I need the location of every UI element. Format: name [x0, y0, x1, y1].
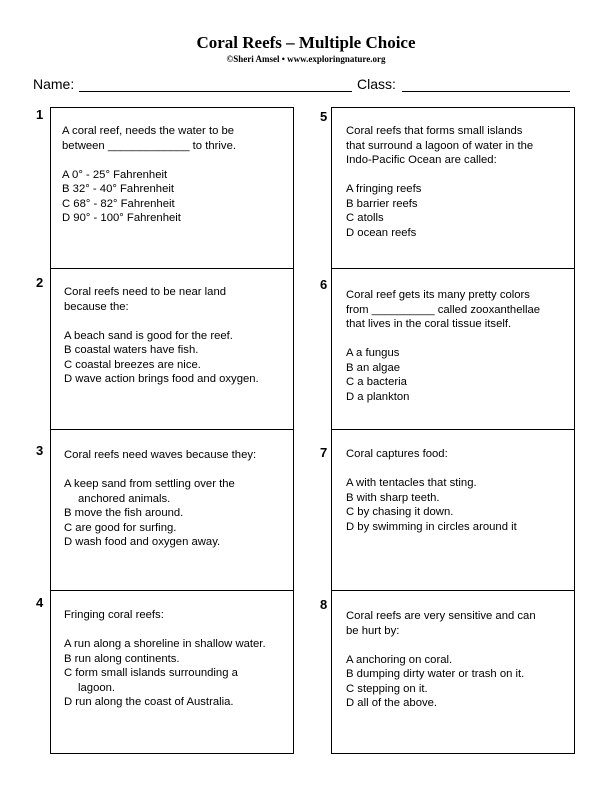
answer-option-b[interactable] [64, 506, 256, 521]
question-stem [62, 124, 236, 153]
answer-option-c[interactable] [346, 682, 536, 697]
question-stem-line: from __________ called zooxanthellae [346, 303, 541, 316]
answer-option-text: C atolls [346, 212, 384, 224]
question-stem-line: Coral reef gets its many pretty colors [346, 289, 530, 301]
answer-option-b[interactable] [346, 361, 540, 376]
answer-option-text: C 68° - 82° Fahrenheit [62, 197, 175, 210]
answer-option-a[interactable] [64, 329, 259, 344]
class-blank-line[interactable] [402, 91, 570, 92]
answer-option-b[interactable] [346, 197, 533, 212]
question-stem [346, 124, 533, 168]
question-text [346, 447, 517, 534]
answer-option-c[interactable] [64, 521, 256, 536]
question-number: 8 [320, 597, 328, 612]
question-text [64, 285, 259, 387]
answer-option-c[interactable] [346, 375, 540, 390]
question-stem [346, 288, 540, 332]
answer-option-a[interactable] [346, 476, 517, 491]
question-stem [64, 285, 259, 314]
answer-option-text: B coastal waters have fish. [64, 344, 199, 356]
name-blank-line[interactable] [79, 91, 352, 92]
question-stem-line: Coral reefs are very sensitive and can [346, 610, 536, 622]
question-stem-line: Coral reefs that forms small islands [346, 125, 523, 137]
question-stem-line: A coral reef, needs the water to be [62, 125, 235, 137]
answer-option-d[interactable] [62, 211, 236, 226]
question-text [64, 448, 256, 550]
copyright-line: ©Sheri Amsel • www.exploringnature.org [226, 54, 386, 64]
answer-option-b[interactable] [346, 667, 536, 682]
question-stem-line: Coral reefs need to be near land [64, 286, 227, 298]
answer-option-text: C stepping on it. [346, 682, 428, 695]
question-text [346, 609, 536, 711]
question-number: 3 [36, 443, 44, 458]
answer-option-c[interactable] [64, 358, 259, 373]
answer-option-text: B with sharp teeth. [346, 491, 440, 504]
answer-option-text: A keep sand from settling over the [64, 478, 235, 490]
answer-option-text: A with tentacles that sting. [346, 477, 477, 489]
question-number: 2 [36, 275, 44, 290]
answer-option-a[interactable] [346, 182, 533, 197]
answer-option-text: anchored animals. [78, 492, 171, 505]
answer-option-c[interactable] [346, 505, 517, 520]
answer-option-a[interactable] [346, 653, 536, 668]
answer-option-text: B 32° - 40° Fahrenheit [62, 183, 175, 195]
question-stem-line: Indo-Pacific Ocean are called: [346, 154, 497, 166]
name-class-row [33, 76, 578, 94]
answer-option-text: A a fungus [346, 347, 400, 359]
answer-option-b[interactable] [64, 652, 266, 667]
answer-option-text: D wash food and oxygen away. [64, 536, 221, 548]
answer-option-text: A fringing reefs [346, 183, 422, 195]
class-label: Class: [357, 76, 396, 92]
answer-option-text: B dumping dirty water or trash on it. [346, 668, 525, 680]
answer-option-b[interactable] [64, 343, 259, 358]
answer-option-text: D 90° - 100° Fahrenheit [62, 212, 181, 224]
question-number: 1 [36, 107, 44, 122]
answer-option-text: C a bacteria [346, 376, 407, 388]
answer-option-text: C are good for surfing. [64, 521, 177, 534]
question-number: 4 [36, 595, 44, 610]
question-number: 5 [320, 109, 328, 124]
name-label: Name: [33, 76, 75, 92]
answer-option-d[interactable] [346, 226, 533, 241]
question-stem-line: Coral captures food: [346, 448, 448, 460]
answer-option-c[interactable] [346, 211, 533, 226]
answer-option-d[interactable] [346, 390, 540, 405]
question-stem-line: that surround a lagoon of water in the [346, 139, 534, 152]
answer-option-text: D run along the coast of Australia. [64, 696, 234, 708]
question-stem-line: that lives in the coral tissue itself. [346, 318, 512, 330]
answer-option-text: D all of the above. [346, 697, 438, 709]
answer-option-a[interactable] [346, 346, 540, 361]
answer-option-text: A 0° - 25° Fahrenheit [62, 168, 168, 181]
answer-option-c[interactable] [62, 197, 236, 212]
answer-option-text: A run along a shoreline in shallow water. [64, 638, 266, 650]
answer-option-text: D ocean reefs [346, 226, 417, 239]
answer-option-text: C by chasing it down. [346, 506, 454, 518]
answer-option-text: A beach sand is good for the reef. [64, 329, 233, 342]
answer-option-c[interactable] [64, 666, 266, 695]
answer-option-b[interactable] [346, 491, 517, 506]
question-text [346, 124, 533, 240]
answer-option-b[interactable] [62, 182, 236, 197]
worksheet-title: Coral Reefs – Multiple Choice [196, 33, 416, 52]
question-stem [64, 608, 266, 623]
answer-option-text: C form small islands surrounding a [64, 667, 238, 679]
question-text [62, 124, 236, 226]
answer-option-text: B an algae [346, 361, 401, 374]
answer-option-text: D wave action brings food and oxygen. [64, 373, 259, 385]
answer-option-a[interactable] [64, 477, 256, 506]
answer-option-text: lagoon. [78, 681, 116, 694]
answer-option-text: B barrier reefs [346, 197, 418, 210]
question-stem-line: Coral reefs need waves because they: [64, 449, 257, 461]
answer-option-a[interactable] [64, 637, 266, 652]
answer-option-d[interactable] [64, 695, 266, 710]
answer-option-d[interactable] [346, 696, 536, 711]
answer-option-a[interactable] [62, 168, 236, 183]
answer-option-d[interactable] [64, 535, 256, 550]
answer-option-text: C coastal breezes are nice. [64, 358, 201, 371]
answer-option-text: D by swimming in circles around it [346, 520, 517, 533]
question-stem [346, 609, 536, 638]
answer-option-text: D a plankton [346, 390, 410, 403]
question-number: 7 [320, 445, 328, 460]
question-stem [346, 447, 517, 462]
question-stem [64, 448, 256, 463]
question-stem-line: because the: [64, 300, 129, 313]
answer-option-d[interactable] [64, 372, 259, 387]
question-text [346, 288, 540, 404]
question-stem-line: Fringing coral reefs: [64, 609, 164, 621]
question-number: 6 [320, 277, 328, 292]
question-stem-line: between _____________ to thrive. [62, 139, 236, 152]
answer-option-text: B move the fish around. [64, 507, 184, 519]
answer-option-text: B run along continents. [64, 652, 180, 665]
question-text [64, 608, 266, 710]
answer-option-text: A anchoring on coral. [346, 653, 453, 666]
question-stem-line: be hurt by: [346, 624, 400, 637]
answer-option-d[interactable] [346, 520, 517, 535]
